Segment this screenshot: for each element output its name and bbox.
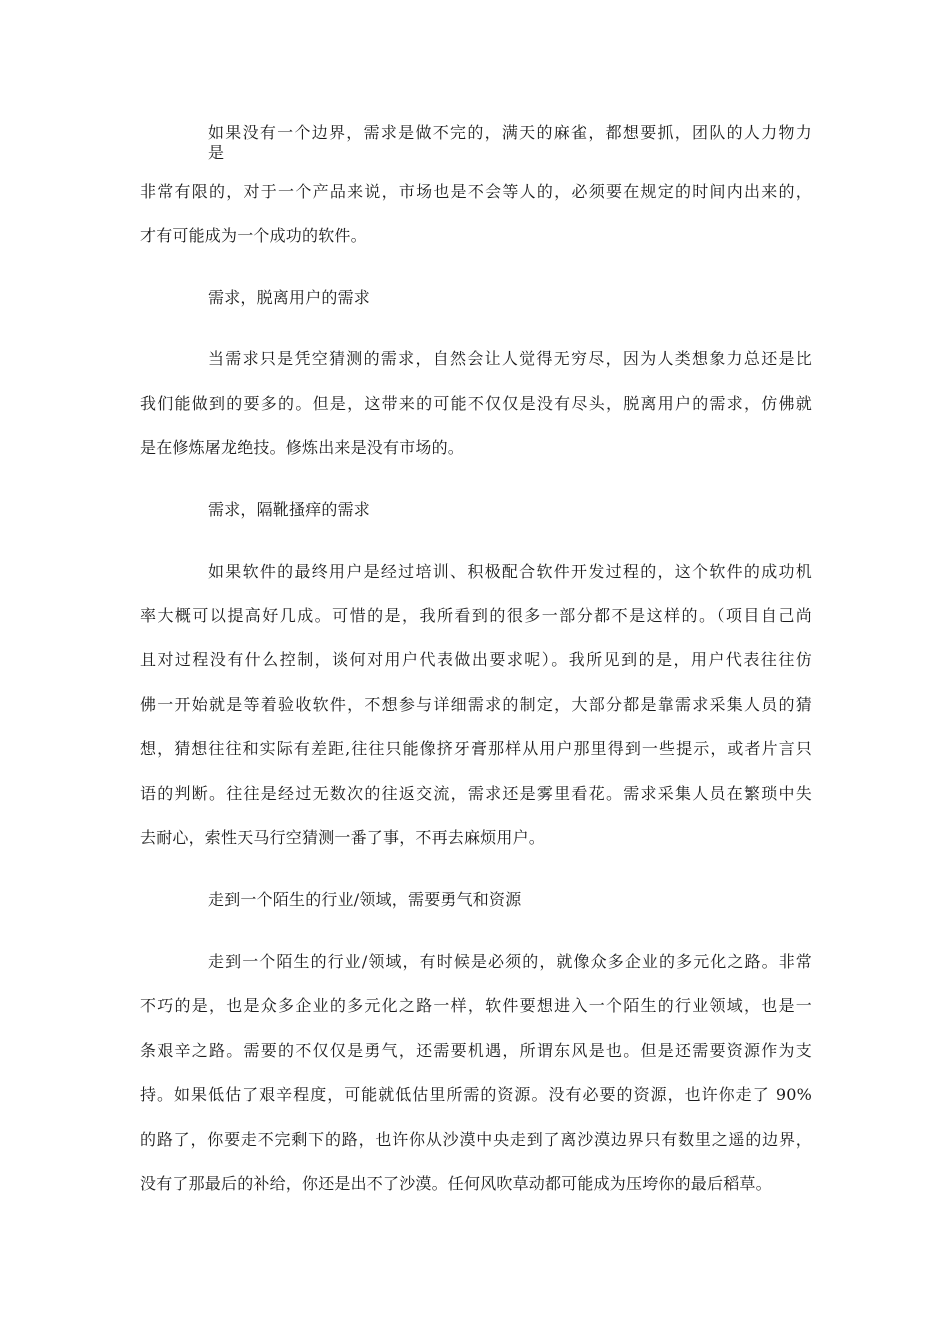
paragraph-2-line-2: 我们能做到的要多的。但是，这带来的可能不仅仅是没有尽头，脱离用户的需求，仿佛就 — [140, 394, 812, 413]
paragraph-4-line-5: 的路了，你要走不完剩下的路，也许你从沙漠中央走到了离沙漠边界只有数里之遥的边界， — [140, 1130, 812, 1149]
paragraph-2-line-1: 当需求只是凭空猜测的需求，自然会让人觉得无穷尽，因为人类想象力总还是比 — [208, 349, 812, 368]
paragraph-4-line-4: 持。如果低估了艰辛程度，可能就低估里所需的资源。没有必要的资源，也许你走了 90% — [140, 1085, 812, 1104]
paragraph-3-line-5: 想，猜想往往和实际有差距,往往只能像挤牙膏那样从用户那里得到一些提示，或者片言只 — [140, 739, 812, 758]
paragraph-1-line-1: 如果没有一个边界，需求是做不完的，满天的麻雀，都想要抓，团队的人力物力 — [208, 123, 812, 142]
paragraph-2-line-3: 是在修炼屠龙绝技。修炼出来是没有市场的。 — [140, 438, 465, 457]
paragraph-4-line-6: 没有了那最后的补给，你还是出不了沙漠。任何风吹草动都可能成为压垮你的最后稻草。 — [140, 1174, 772, 1193]
section-heading-detached-requirements: 需求，脱离用户的需求 — [208, 288, 371, 307]
section-heading-indirect-requirements: 需求，隔靴搔痒的需求 — [208, 500, 371, 519]
paragraph-1-line-4: 才有可能成为一个成功的软件。 — [140, 226, 367, 245]
paragraph-3-line-3: 且对过程没有什么控制，谈何对用户代表做出要求呢）。我所见到的是，用户代表往往仿 — [140, 650, 812, 669]
paragraph-3-line-7: 去耐心，索性天马行空猜测一番了事，不再去麻烦用户。 — [140, 828, 546, 847]
paragraph-4-line-2: 不巧的是，也是众多企业的多元化之路一样，软件要想进入一个陌生的行业领域，也是一 — [140, 996, 812, 1015]
paragraph-1-line-3: 非常有限的，对于一个产品来说，市场也是不会等人的，必须要在规定的时间内出来的， — [140, 182, 812, 201]
paragraph-3-line-2: 率大概可以提高好几成。可惜的是，我所看到的很多一部分都不是这样的。（项目自己尚 — [140, 606, 812, 625]
section-heading-unfamiliar-industry: 走到一个陌生的行业/领域，需要勇气和资源 — [208, 890, 522, 909]
paragraph-3-line-4: 佛一开始就是等着验收软件，不想参与详细需求的制定，大部分都是靠需求采集人员的猜 — [140, 695, 812, 714]
paragraph-4-line-1: 走到一个陌生的行业/领域，有时候是必须的，就像众多企业的多元化之路。非常 — [208, 952, 812, 971]
paragraph-3-line-1: 如果软件的最终用户是经过培训、积极配合软件开发过程的，这个软件的成功机 — [208, 562, 812, 581]
paragraph-1-line-2: 是 — [208, 143, 225, 162]
paragraph-4-line-3: 条艰辛之路。需要的不仅仅是勇气，还需要机遇，所谓东风是也。但是还需要资源作为支 — [140, 1041, 812, 1060]
paragraph-3-line-6: 语的判断。往往是经过无数次的往返交流，需求还是雾里看花。需求采集人员在繁琐中失 — [140, 784, 812, 803]
